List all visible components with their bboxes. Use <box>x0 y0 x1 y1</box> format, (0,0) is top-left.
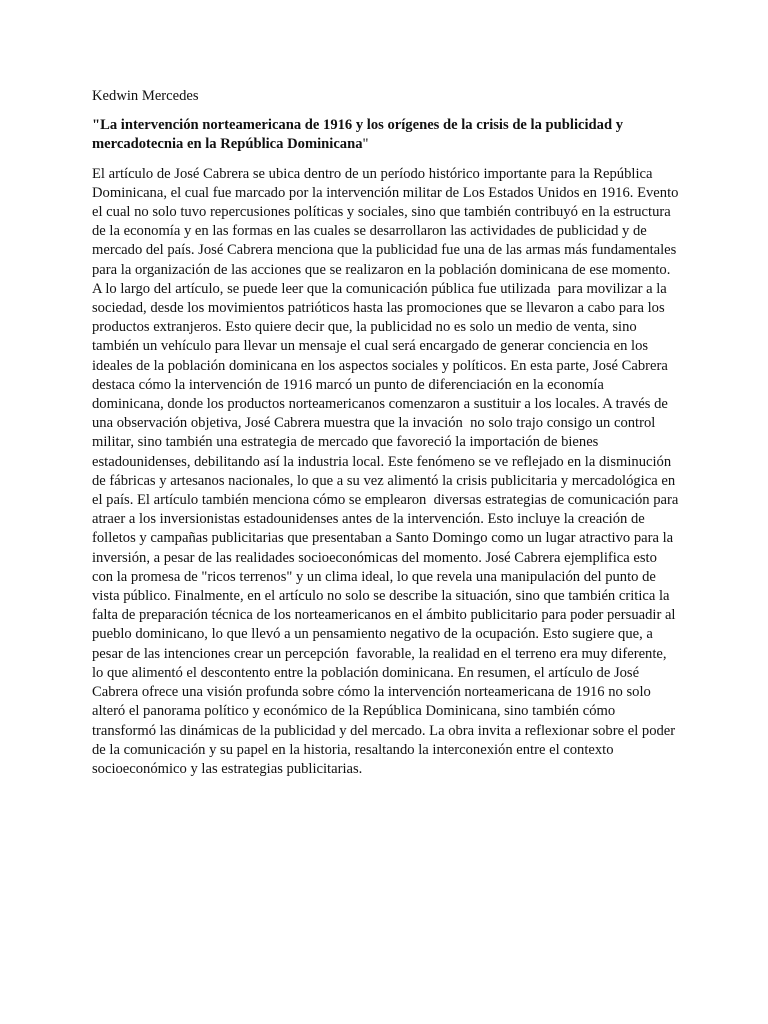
document-content <box>92 87 683 779</box>
essay-title-closing-quote: " <box>362 136 369 153</box>
essay-title-bold: "La intervención norteamericana de 1916 y los orígenes de la crisis de la publicidad y mercadotecnia en la República Dominicana <box>92 117 624 153</box>
essay-title <box>92 116 679 154</box>
author-name: Kedwin Mercedes <box>92 88 199 104</box>
body-paragraph: El artículo de José Cabrera se ubica dentro de un período histórico importante para la República Dominicana, el cual fue marcado por la intervención militar de Los Estados Unidos en 1916. Evento el cual no solo tuvo repercusiones políticas y sociales, sino que también contribuyó en la estructura de la economía y en las formas en las cuales se desarrollaron las actividades de publicidad y de mercado del país. José Cabrera menciona que la publicidad fue una de las armas más fundamentales para la organización de las acciones que se realizaron en la población dominicana de ese momento. A lo largo del artículo, se puede leer que la comunicación pública fue utilizada para movilizar a la sociedad, desde los movimientos patrióticos hasta las promociones que se llevaron a cabo para los productos extranjeros. Esto quiere decir que, la publicidad no es solo un medio de venta, sino también un vehículo para llevar un mensaje el cual será encargado de generar conciencia en los ideales de la población dominicana en los aspectos sociales y políticos. En esta parte, José Cabrera destaca cómo la intervención de 1916 marcó un punto de diferenciación en la economía dominicana, donde los productos norteamericanos comenzaron a sustituir a los locales. A través de una observación objetiva, José Cabrera muestra que la invación no solo trajo consigo un control militar, sino también una estrategia de mercado que favoreció la importación de bienes estadounidenses, debilitando así la industria local. Este fenómeno se ve reflejado en la disminución de fábricas y artesanos nacionales, lo que a su vez alimentó la crisis publicitaria y mercadológica en el país. El artículo también menciona cómo se emplearon diversas estrategias de comunicación para atraer a los inversionistas estadounidenses antes de la intervención. Esto incluye la creación de folletos y campañas publicitarias que presentaban a Santo Domingo como un lugar atractivo para la inversión, a pesar de las realidades socioeconómicas del momento. José Cabrera ejemplifica esto con la promesa de "ricos terrenos" y un clima ideal, lo que revela una manipulación del punto de vista público. Finalmente, en el artículo no solo se describe la situación, sino que también critica la falta de preparación técnica de los norteamericanos en el ámbito publicitario para poder persuadir al pueblo dominicano, lo que llevó a un pensamiento negativo de la ocupación. Esto sugiere que, a pesar de las intenciones crear un percepción favorable, la realidad en el terreno era muy diferente, lo que alimentó el descontento entre la población dominicana. En resumen, el artículo de José Cabrera ofrece una visión profunda sobre cómo la intervención norteamericana de 1916 no solo alteró el panorama político y económico de la República Dominicana, sino también cómo transformó las dinámicas de la publicidad y del mercado. La obra invita a reflexionar sobre el poder de la comunicación y su papel en la historia, resaltando la interconexión entre el contexto socioeconómico y las estrategias publicitarias. <box>92 165 683 777</box>
